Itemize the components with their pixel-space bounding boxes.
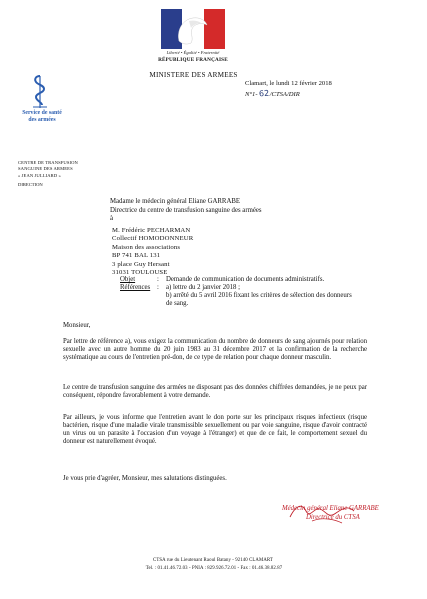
recipient-line4: BP 741 BAL 131: [112, 252, 161, 260]
ref-prefix: N°1-: [245, 91, 258, 98]
paragraph-2: Le centre de transfusion sanguine des armées ne disposant pas des données chiffrées demandées, je ne peux par conséquent, répondre favorablement à votre demande.: [63, 384, 367, 400]
signature-name: Médecin général Eliane GARRABE: [282, 505, 379, 512]
references-colon: :: [157, 284, 159, 291]
service-line3: « JEAN JULLIARD »: [18, 172, 61, 178]
ministry-name: MINISTERE DES ARMEES: [149, 71, 238, 79]
handwritten-signature: [282, 497, 372, 527]
references-label: Références: [120, 284, 151, 291]
reference-a: a) lettre du 2 janvier 2018 ;: [166, 284, 240, 291]
sender-title: Directrice du centre de transfusion sanguine des armées: [110, 207, 262, 214]
object-colon: :: [157, 276, 159, 283]
sender-block: [110, 197, 262, 215]
recipient-block: [112, 227, 193, 277]
letter-date: Clamart, le lundi 12 février 2018: [245, 80, 332, 87]
ref-handwritten-number: 62: [258, 88, 270, 99]
marianne-logo: [161, 9, 225, 49]
paragraph-3: Par ailleurs, je vous informe que l'entretien avant le don porte sur les principaux risques infectieux (risque bactérien, risque d'une maladie virale transmissible sexuellement ou par voie sanguine, risque d'avoir contracté un virus ou un parasite à l'occasion d'un voyage à l'étranger) et que de ce fait, le comportement sexuel du donneur est naturellement évoqué.: [63, 414, 367, 446]
recipient-line5: 3 place Guy Hersant: [112, 260, 170, 268]
to-word: à: [110, 215, 114, 222]
ref-suffix: /CTSA/DIR: [269, 91, 300, 98]
recipient-line6: 31031 TOULOUSE: [112, 269, 168, 277]
object-label: Objet: [120, 276, 136, 283]
ssa-name-line1: Service de santé: [22, 110, 62, 116]
footer-address: CTSA rue du Lieutenant Raoul Batany - 92140 CLAMART: [153, 558, 273, 563]
reference-b: b) arrêté du 5 avril 2016 fixant les critères de sélection des donneurs de sang.: [166, 292, 352, 307]
signature-title: Directrice du CTSA: [306, 514, 360, 521]
sender-name: Madame le médecin général Eliane GARRABE: [110, 198, 241, 205]
paragraph-1: Par lettre de référence a), vous exigez la communication du nombre de donneurs de sang ajournés pour relation sexuelle avec un autre homme du 20 juin 1983 au 31 décembre 2017 et la confirmation de la recherche systématique au cours de l'entretien pré-don, de ce type de relation pour chaque donneur masculin.: [63, 338, 367, 362]
letter-reference: [245, 89, 300, 98]
recipient-line1: M. Frédéric PECHARMAN: [112, 227, 191, 234]
motto: Liberté • Égalité • Fraternité: [166, 50, 220, 55]
republic-name: RÉPUBLIQUE FRANÇAISE: [158, 57, 228, 63]
recipient-line2: Collectif HOMODONNEUR: [112, 235, 194, 243]
ssa-name-line2: des armées: [28, 117, 56, 123]
ssa-name: [16, 110, 68, 124]
object-text: Demande de communication de documents administratifs.: [166, 276, 325, 283]
service-direction: DIRECTION: [18, 182, 43, 187]
service-line2: SANGUINE DES ARMEES: [18, 166, 73, 172]
caduceus-icon: [28, 74, 52, 110]
paragraph-4: Je vous prie d'agréer, Monsieur, mes salutations distinguées.: [63, 475, 227, 482]
service-line1: CENTRE DE TRANSFUSION: [18, 160, 78, 165]
footer-contacts: Tel. : 01.41.46.72.03 - PNIA : 829.926.72.01 - Fax : 01.46.38.82.87: [145, 566, 283, 571]
recipient-line3: Maison des associations: [112, 243, 181, 251]
service-block: [18, 160, 78, 179]
salutation: Monsieur,: [63, 322, 91, 329]
